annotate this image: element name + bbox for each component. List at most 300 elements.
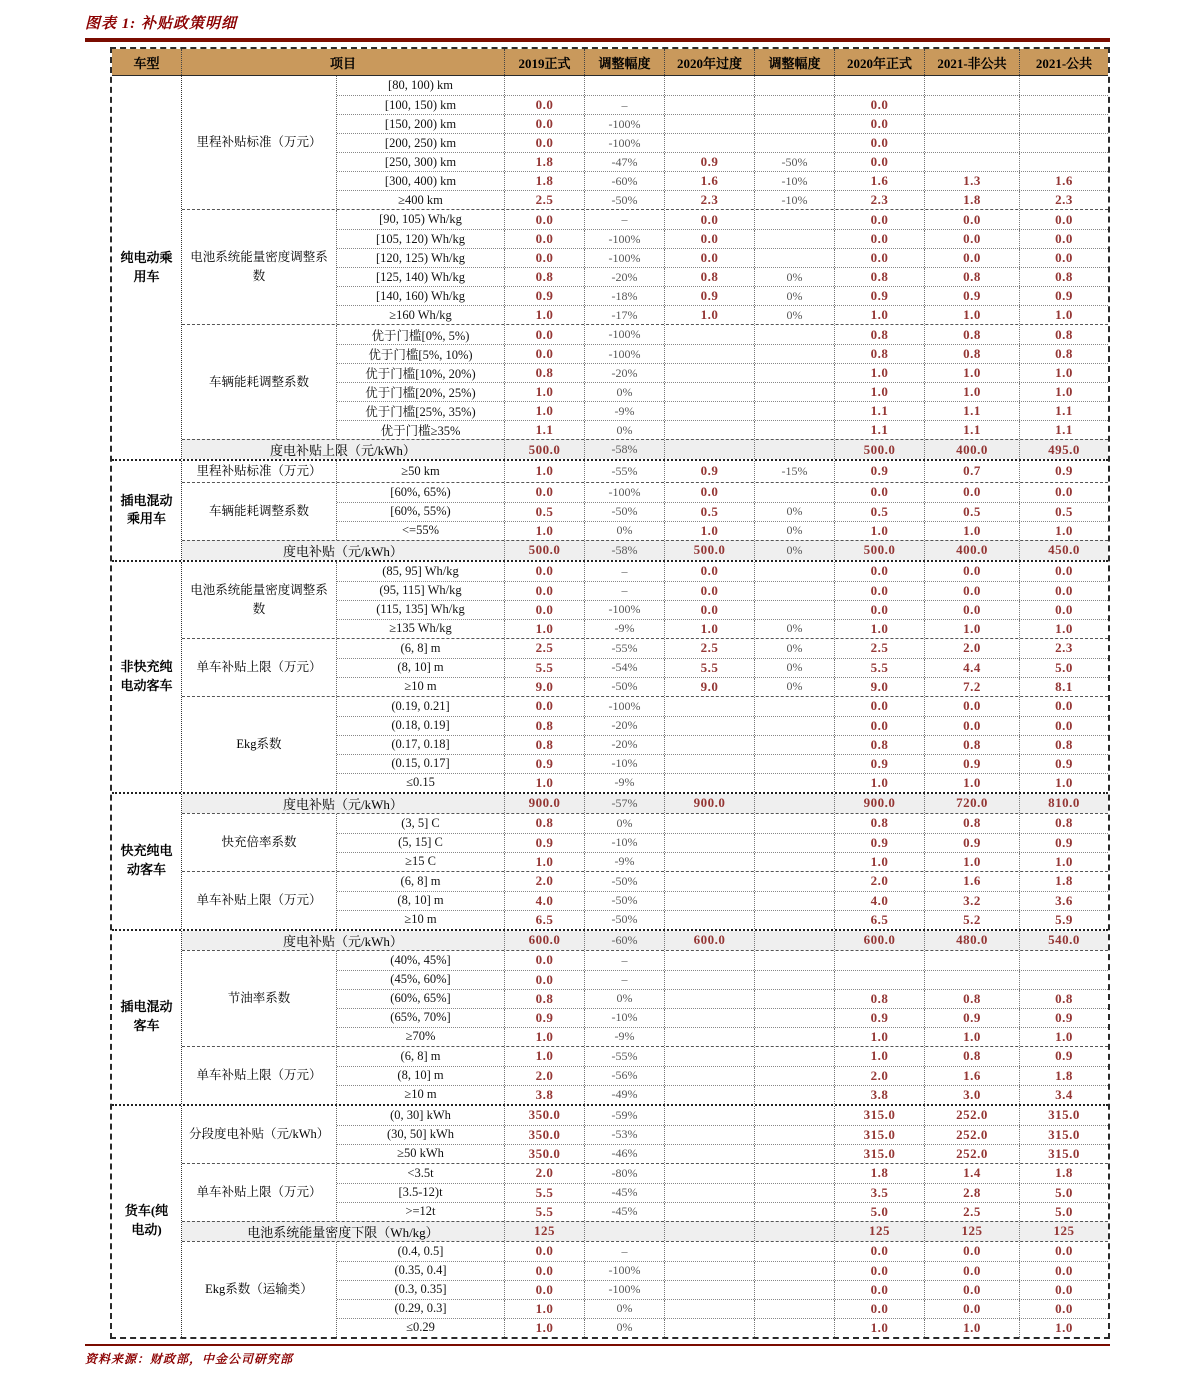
value-cell: -100% xyxy=(585,325,665,344)
value-cell xyxy=(755,1164,835,1183)
vehicle-type-cell: 非快充纯电动客车 xyxy=(112,562,182,792)
item-cell: ≥50 kWh xyxy=(337,1145,505,1163)
value-cell xyxy=(755,971,835,989)
value-cell: 0.9 xyxy=(665,287,755,305)
value-cell xyxy=(665,1184,755,1202)
subgroup-label: 单车补贴上限（万元） xyxy=(182,639,337,696)
value-cell: 0.9 xyxy=(925,287,1020,305)
value-cell: 2.5 xyxy=(925,1203,1020,1221)
header-cell: 2019正式 xyxy=(505,49,585,75)
value-cell xyxy=(665,1300,755,1318)
value-cell: 0.0 xyxy=(1055,211,1073,227)
table-row xyxy=(337,229,1108,248)
value-cell: 0.8 xyxy=(1055,346,1073,361)
table-row xyxy=(337,325,1108,344)
item-cell: 优于门槛[20%, 25%) xyxy=(337,383,505,401)
value-cell: 810.0 xyxy=(1048,795,1080,811)
value-cell: 0.8 xyxy=(835,736,925,754)
value-cell: 1.0 xyxy=(835,1319,925,1337)
value-cell xyxy=(755,1009,835,1027)
value-cell: 1.0 xyxy=(505,522,585,540)
value-cell: 0% xyxy=(755,659,835,677)
value-cell: 0% xyxy=(585,383,665,401)
value-cell: -10% xyxy=(755,191,835,209)
value-cell: 125 xyxy=(1053,1223,1075,1239)
value-cell: -10% xyxy=(585,1009,665,1027)
value-cell xyxy=(505,76,585,95)
table-row xyxy=(337,171,1108,190)
table-row xyxy=(337,483,1108,502)
value-cell xyxy=(665,697,755,716)
value-cell: 0% xyxy=(585,990,665,1008)
header-cell: 车型 xyxy=(112,49,182,75)
value-cell: 1.0 xyxy=(835,383,925,401)
value-cell: 0.0 xyxy=(665,601,755,619)
item-cell: [150, 200) km xyxy=(337,115,505,133)
value-cell: 2.0 xyxy=(835,872,925,891)
subgroup-rows xyxy=(337,1242,1108,1337)
value-cell xyxy=(755,814,835,833)
value-cell: 0.9 xyxy=(925,834,1020,852)
value-cell: 1.8 xyxy=(1055,1165,1073,1181)
value-cell: 0.8 xyxy=(925,268,1020,286)
item-cell: (0, 30] kWh xyxy=(337,1106,505,1125)
value-cell xyxy=(665,345,755,363)
source-note: 资料来源：财政部，中金公司研究部 xyxy=(85,1351,294,1366)
value-cell xyxy=(925,96,1020,114)
value-cell: 0.0 xyxy=(505,582,585,600)
value-cell: -100% xyxy=(585,230,665,248)
value-cell xyxy=(755,364,835,382)
table-row xyxy=(337,401,1108,420)
value-cell: 720.0 xyxy=(925,794,1020,813)
value-cell: 3.6 xyxy=(1055,892,1073,908)
value-cell: 0.9 xyxy=(835,461,925,482)
value-cell xyxy=(665,774,755,792)
subgroup xyxy=(182,562,1108,638)
value-cell: 315.0 xyxy=(835,1106,925,1125)
value-cell: -50% xyxy=(585,872,665,891)
value-cell: 0.9 xyxy=(1055,755,1073,771)
value-cell xyxy=(665,1106,755,1125)
value-cell: 500.0 xyxy=(505,440,585,459)
value-cell: 1.0 xyxy=(925,364,1020,382)
summary-label: 度电补贴上限（元/kWh） xyxy=(182,440,505,459)
value-cell: 0.0 xyxy=(835,1242,925,1261)
value-cell: 1.0 xyxy=(665,306,755,324)
value-cell: 1.4 xyxy=(925,1164,1020,1183)
value-cell: -59% xyxy=(585,1106,665,1125)
value-cell: 5.0 xyxy=(1055,1184,1073,1200)
table-row xyxy=(337,521,1108,540)
subsidy-table xyxy=(110,47,1110,1339)
value-cell: 1.0 xyxy=(835,522,925,540)
table-row xyxy=(337,1202,1108,1221)
value-cell: 0.8 xyxy=(505,268,585,286)
value-cell: 0.0 xyxy=(925,1262,1020,1280)
value-cell xyxy=(665,834,755,852)
value-cell xyxy=(665,755,755,773)
item-cell: 优于门槛[25%, 35%) xyxy=(337,402,505,420)
subgroup xyxy=(182,638,1108,696)
value-cell: 0.9 xyxy=(835,755,925,773)
value-cell: 0.0 xyxy=(835,96,925,114)
item-cell: [120, 125) Wh/kg xyxy=(337,249,505,267)
table-row xyxy=(337,891,1108,910)
value-cell: -50% xyxy=(585,503,665,521)
item-cell: (0.35, 0.4] xyxy=(337,1262,505,1280)
value-cell: 5.5 xyxy=(505,1203,585,1221)
item-cell: (30, 50] kWh xyxy=(337,1126,505,1144)
subgroup-rows xyxy=(337,697,1108,792)
value-cell xyxy=(665,440,755,459)
table-row xyxy=(337,95,1108,114)
table-row xyxy=(337,1183,1108,1202)
subgroup-label: 分段度电补贴（元/kWh） xyxy=(182,1106,337,1163)
subgroup-rows xyxy=(337,1164,1108,1221)
value-cell xyxy=(1020,951,1108,970)
subgroup-rows xyxy=(337,483,1108,540)
value-cell xyxy=(665,76,755,95)
item-cell: ≥10 m xyxy=(337,1086,505,1104)
value-cell: 1.0 xyxy=(835,774,925,792)
value-cell: 0.8 xyxy=(1055,815,1073,831)
value-cell: – xyxy=(585,1242,665,1261)
subgroup-label: 车辆能耗调整系数 xyxy=(182,483,337,540)
value-cell xyxy=(925,971,1020,989)
value-cell xyxy=(755,1281,835,1299)
value-cell: -58% xyxy=(585,541,665,560)
value-cell xyxy=(665,892,755,910)
subgroup xyxy=(182,1046,1108,1104)
value-cell xyxy=(755,1262,835,1280)
subgroup xyxy=(182,1163,1108,1221)
table-row xyxy=(337,1280,1108,1299)
value-cell: 1.0 xyxy=(925,620,1020,638)
value-cell: 0.0 xyxy=(505,1242,585,1261)
subgroup-rows xyxy=(337,1047,1108,1104)
value-cell: -50% xyxy=(585,678,665,696)
subgroup xyxy=(182,1241,1108,1337)
value-cell xyxy=(665,1047,755,1066)
value-cell: 5.5 xyxy=(505,1184,585,1202)
value-cell: 1.8 xyxy=(1055,873,1073,889)
item-cell: (8, 10] m xyxy=(337,1067,505,1085)
value-cell: -100% xyxy=(585,697,665,716)
value-cell: 9.0 xyxy=(505,678,585,696)
value-cell: 0.5 xyxy=(1055,503,1073,519)
value-cell: -10% xyxy=(585,755,665,773)
item-cell: 优于门槛≥35% xyxy=(337,421,505,439)
subgroup-rows xyxy=(337,872,1108,929)
value-cell: 1.1 xyxy=(1055,403,1073,418)
summary-label: 度电补贴（元/kWh） xyxy=(182,541,505,560)
value-cell xyxy=(925,153,1020,171)
value-cell: 0.0 xyxy=(505,483,585,502)
subgroup-rows xyxy=(337,461,1108,482)
summary-row xyxy=(182,931,1108,950)
value-cell: 0.9 xyxy=(1055,288,1073,303)
value-cell: 0.0 xyxy=(505,601,585,619)
value-cell: 1.0 xyxy=(665,522,755,540)
value-cell xyxy=(755,1222,835,1241)
value-cell: 0.0 xyxy=(1055,1300,1073,1316)
value-cell: 0.5 xyxy=(835,503,925,521)
value-cell: 1.6 xyxy=(665,172,755,190)
value-cell: 900.0 xyxy=(835,794,925,813)
value-cell xyxy=(755,483,835,502)
value-cell: -47% xyxy=(585,153,665,171)
value-cell: 1.0 xyxy=(835,620,925,638)
header-cell: 项目 xyxy=(182,49,505,75)
value-cell xyxy=(755,1047,835,1066)
value-cell: 1.3 xyxy=(925,172,1020,190)
summary-label: 电池系统能量密度下限（Wh/kg） xyxy=(182,1222,505,1241)
value-cell: 3.8 xyxy=(835,1086,925,1104)
item-cell: [100, 150) km xyxy=(337,96,505,114)
item-cell: ≥70% xyxy=(337,1028,505,1046)
value-cell: 1.8 xyxy=(505,153,585,171)
item-cell: [60%, 55%) xyxy=(337,503,505,521)
table-row xyxy=(337,248,1108,267)
table-row xyxy=(337,1299,1108,1318)
value-cell xyxy=(665,1242,755,1261)
value-cell: 1.0 xyxy=(1055,307,1073,322)
subgroup-rows xyxy=(337,639,1108,696)
value-cell: 0.0 xyxy=(925,582,1020,600)
value-cell: 1.1 xyxy=(925,421,1020,439)
value-cell: 0.0 xyxy=(505,562,585,581)
value-cell: 2.0 xyxy=(925,639,1020,658)
value-cell: 9.0 xyxy=(835,678,925,696)
value-cell: -20% xyxy=(585,364,665,382)
summary-row xyxy=(182,1221,1108,1241)
value-cell: 0% xyxy=(755,678,835,696)
value-cell xyxy=(755,325,835,344)
table-row xyxy=(337,133,1108,152)
value-cell: 0.0 xyxy=(925,483,1020,502)
value-cell: 0.8 xyxy=(505,717,585,735)
value-cell: 0.0 xyxy=(835,134,925,152)
vehicle-group xyxy=(112,929,1108,1104)
value-cell: 2.0 xyxy=(505,872,585,891)
value-cell: 0.8 xyxy=(835,990,925,1008)
value-cell: 1.0 xyxy=(925,306,1020,324)
value-cell: -50% xyxy=(755,153,835,171)
value-cell: 125 xyxy=(835,1222,925,1241)
value-cell: -18% xyxy=(585,287,665,305)
value-cell: 0.9 xyxy=(665,153,755,171)
value-cell: 1.0 xyxy=(925,774,1020,792)
value-cell: 0.0 xyxy=(925,1242,1020,1261)
value-cell: 0% xyxy=(755,306,835,324)
value-cell: 1.0 xyxy=(505,1300,585,1318)
value-cell xyxy=(665,1067,755,1085)
table-row xyxy=(337,989,1108,1008)
summary-row xyxy=(182,794,1108,813)
vehicle-group xyxy=(112,76,1108,459)
value-cell: 0.9 xyxy=(925,755,1020,773)
value-cell xyxy=(755,210,835,229)
value-cell: 0.0 xyxy=(1055,1281,1073,1297)
value-cell: 0.8 xyxy=(925,345,1020,363)
value-cell xyxy=(755,990,835,1008)
value-cell: 0.0 xyxy=(925,562,1020,581)
vehicle-type-cell: 插电混动客车 xyxy=(112,931,182,1104)
item-cell: ≥50 km xyxy=(337,461,505,482)
value-cell: 0% xyxy=(755,268,835,286)
value-cell xyxy=(755,951,835,970)
header-cell: 调整幅度 xyxy=(585,49,665,75)
value-cell: 1.0 xyxy=(1055,774,1073,790)
value-cell: 1.0 xyxy=(505,774,585,792)
value-cell xyxy=(755,562,835,581)
value-cell: -17% xyxy=(585,306,665,324)
item-cell: (8, 10] m xyxy=(337,659,505,677)
table-row xyxy=(337,658,1108,677)
value-cell xyxy=(1020,134,1108,152)
item-cell: (6, 8] m xyxy=(337,872,505,891)
value-cell: 0.0 xyxy=(1055,601,1073,617)
value-cell: 0.0 xyxy=(835,562,925,581)
value-cell: 900.0 xyxy=(505,794,585,813)
table-row xyxy=(337,1242,1108,1261)
item-cell: (0.15, 0.17] xyxy=(337,755,505,773)
vehicle-group-body xyxy=(182,1106,1108,1337)
value-cell: 2.0 xyxy=(835,1067,925,1085)
value-cell xyxy=(755,1319,835,1337)
value-cell: 0.0 xyxy=(835,601,925,619)
value-cell: 0.0 xyxy=(1055,717,1073,733)
value-cell: 1.0 xyxy=(1055,1319,1073,1335)
table-row xyxy=(337,910,1108,929)
value-cell: 0.0 xyxy=(835,582,925,600)
value-cell: 1.1 xyxy=(925,402,1020,420)
summary-label: 度电补贴（元/kWh） xyxy=(182,794,505,813)
value-cell: 1.8 xyxy=(505,172,585,190)
value-cell: 1.0 xyxy=(505,1319,585,1337)
value-cell: 1.0 xyxy=(505,1047,585,1066)
table-row xyxy=(337,581,1108,600)
header-cell: 2020年过度 xyxy=(665,49,755,75)
value-cell: 1.0 xyxy=(505,1028,585,1046)
value-cell: 0.8 xyxy=(1055,736,1073,752)
value-cell: 5.2 xyxy=(925,911,1020,929)
subgroup-label: 单车补贴上限（万元） xyxy=(182,872,337,929)
value-cell: 0.0 xyxy=(835,230,925,248)
value-cell: -9% xyxy=(585,402,665,420)
value-cell xyxy=(755,1106,835,1125)
value-cell: 0.0 xyxy=(925,697,1020,716)
value-cell xyxy=(665,96,755,114)
value-cell: -45% xyxy=(585,1184,665,1202)
value-cell xyxy=(665,115,755,133)
item-cell: ≤0.15 xyxy=(337,774,505,792)
value-cell: 6.5 xyxy=(835,911,925,929)
value-cell: 2.3 xyxy=(665,191,755,209)
value-cell: 0.0 xyxy=(925,249,1020,267)
value-cell: -45% xyxy=(585,1203,665,1221)
value-cell: 315.0 xyxy=(1048,1126,1080,1142)
summary-row xyxy=(182,439,1108,459)
value-cell: 0% xyxy=(585,522,665,540)
value-cell: 0.8 xyxy=(925,736,1020,754)
table-row xyxy=(337,267,1108,286)
value-cell: 0% xyxy=(755,639,835,658)
value-cell: 1.0 xyxy=(1055,522,1073,538)
value-cell: 1.0 xyxy=(505,383,585,401)
item-cell: ≥160 Wh/kg xyxy=(337,306,505,324)
value-cell xyxy=(755,1203,835,1221)
table-row xyxy=(337,951,1108,970)
table-row xyxy=(337,1144,1108,1163)
value-cell xyxy=(755,582,835,600)
value-cell: 500.0 xyxy=(835,440,925,459)
item-cell: (0.4, 0.5] xyxy=(337,1242,505,1261)
value-cell: 0.0 xyxy=(505,115,585,133)
subgroup-label: 单车补贴上限（万元） xyxy=(182,1047,337,1104)
value-cell: 400.0 xyxy=(925,440,1020,459)
value-cell: 0.9 xyxy=(835,1009,925,1027)
value-cell: 350.0 xyxy=(505,1145,585,1163)
value-cell: 0.8 xyxy=(925,325,1020,344)
value-cell xyxy=(755,853,835,871)
subgroup-rows xyxy=(337,814,1108,871)
value-cell: 1.0 xyxy=(925,1028,1020,1046)
item-cell: ≥400 km xyxy=(337,191,505,209)
value-cell: 7.2 xyxy=(925,678,1020,696)
value-cell: 0% xyxy=(755,541,835,560)
value-cell: 0.0 xyxy=(835,1300,925,1318)
value-cell xyxy=(755,931,835,950)
value-cell: 0.9 xyxy=(505,287,585,305)
vehicle-group-body xyxy=(182,562,1108,792)
item-cell: ≤0.29 xyxy=(337,1319,505,1337)
value-cell xyxy=(835,971,925,989)
item-cell: (6, 8] m xyxy=(337,1047,505,1066)
value-cell: 3.8 xyxy=(505,1086,585,1104)
value-cell xyxy=(925,951,1020,970)
item-cell: (3, 5] C xyxy=(337,814,505,833)
value-cell: 600.0 xyxy=(505,931,585,950)
value-cell: 0.0 xyxy=(925,1300,1020,1318)
value-cell: 0.8 xyxy=(505,814,585,833)
value-cell: 900.0 xyxy=(665,794,755,813)
subgroup-label: 车辆能耗调整系数 xyxy=(182,325,337,439)
value-cell: 5.0 xyxy=(1055,1203,1073,1219)
value-cell: 0% xyxy=(585,814,665,833)
value-cell: 2.8 xyxy=(925,1184,1020,1202)
item-cell: (0.29, 0.3] xyxy=(337,1300,505,1318)
table-row xyxy=(337,1008,1108,1027)
value-cell: 5.9 xyxy=(1055,911,1073,927)
item-cell: [250, 300) km xyxy=(337,153,505,171)
table-row xyxy=(337,190,1108,209)
value-cell: 0.0 xyxy=(1055,698,1073,714)
value-cell: 0.0 xyxy=(1055,563,1073,579)
value-cell: 0.0 xyxy=(835,1262,925,1280)
table-row xyxy=(337,639,1108,658)
table-row xyxy=(337,382,1108,401)
value-cell: 1.0 xyxy=(665,620,755,638)
value-cell: 0.0 xyxy=(665,562,755,581)
value-cell: 0.9 xyxy=(505,1009,585,1027)
footer-rule xyxy=(85,1344,1110,1346)
value-cell: 0.9 xyxy=(925,1009,1020,1027)
value-cell: 1.0 xyxy=(835,364,925,382)
item-cell: (40%, 45%] xyxy=(337,951,505,970)
item-cell: ≥135 Wh/kg xyxy=(337,620,505,638)
